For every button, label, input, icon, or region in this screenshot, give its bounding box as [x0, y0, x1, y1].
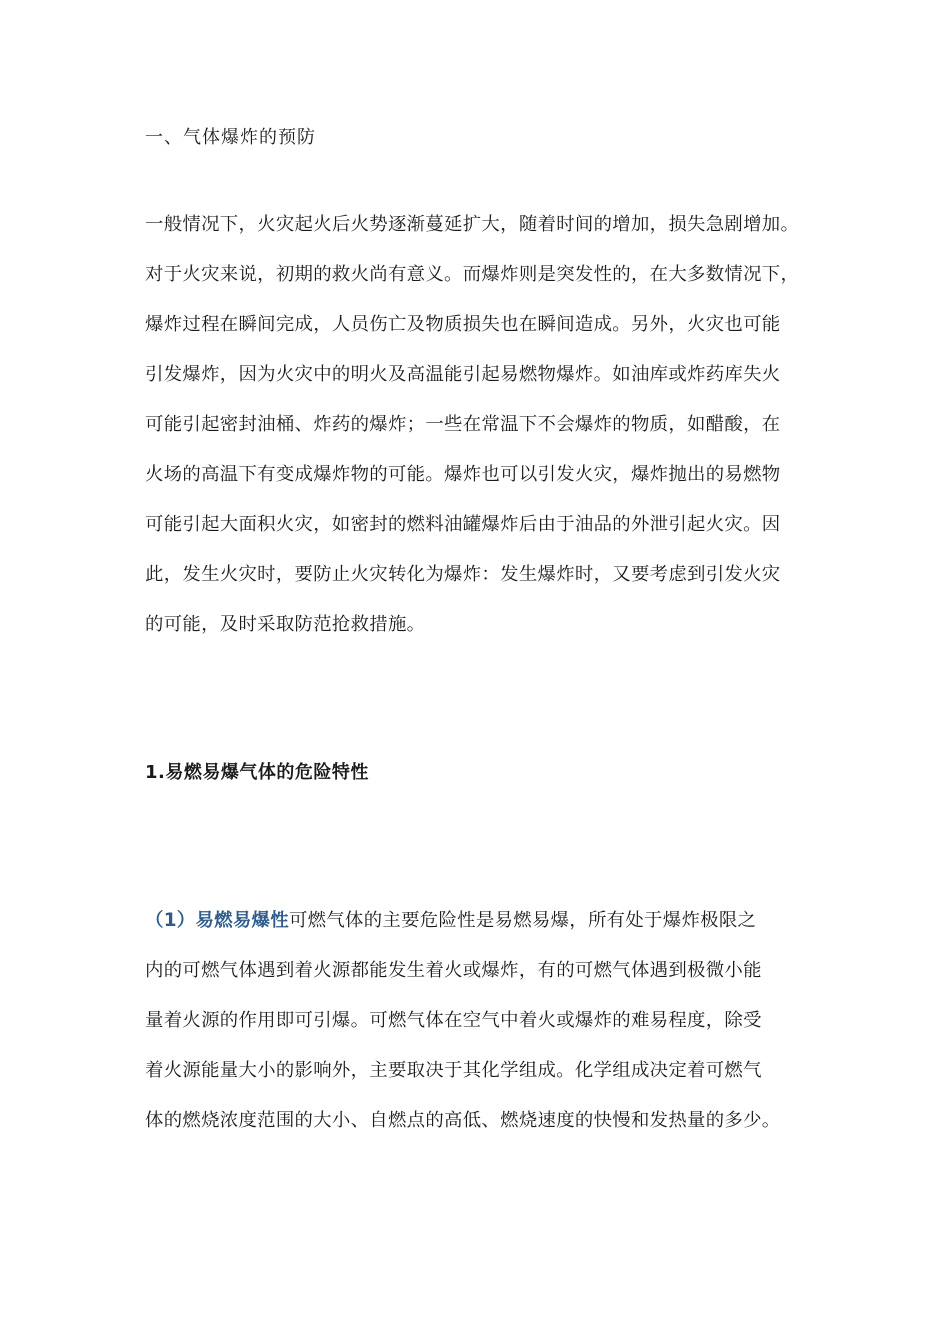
paragraph-line: 爆炸过程在瞬间完成，人员伤亡及物质损失也在瞬间造成。另外，火灾也可能: [145, 314, 781, 335]
paragraph-line: 可能引起密封油桶、炸药的爆炸；一些在常温下不会爆炸的物质，如醋酸，在: [145, 414, 781, 435]
paragraph-line-rest: 可燃气体的主要危险性是易燃易爆，所有处于爆炸极限之: [288, 910, 757, 931]
paragraph-line: 火场的高温下有变成爆炸物的可能。爆炸也可以引发火灾，爆炸抛出的易燃物: [145, 464, 781, 485]
paragraph-line: 可能引起大面积火灾，如密封的燃料油罐爆炸后由于油品的外泄引起火灾。因: [145, 514, 781, 535]
paragraph-line: 对于火灾来说，初期的救火尚有意义。而爆炸则是突发性的，在大多数情况下，: [145, 264, 800, 285]
paragraph-fire-explosion: [145, 200, 825, 650]
paragraph-line: 量着火源的作用即可引爆。可燃气体在空气中着火或爆炸的难易程度，除受: [145, 1010, 762, 1031]
highlight-term: （1）易燃易爆性: [145, 910, 289, 931]
section-heading: 一、气体爆炸的预防: [145, 127, 316, 148]
paragraph-line: 内的可燃气体遇到着火源都能发生着火或爆炸，有的可燃气体遇到极微小能: [145, 960, 762, 981]
paragraph-line-lead: [145, 896, 825, 946]
paragraph-line: 的可能，及时采取防范抢救措施。: [145, 614, 426, 635]
paragraph-flammability: [145, 896, 825, 1146]
paragraph-line: 一般情况下，火灾起火后火势逐渐蔓延扩大，随着时间的增加，损失急剧增加。: [145, 214, 800, 235]
paragraph-line: 此，发生火灾时，要防止火灾转化为爆炸：发生爆炸时，又要考虑到引发火灾: [145, 564, 781, 585]
subsection-heading: 1.易燃易爆气体的危险特性: [145, 762, 369, 783]
paragraph-line: 引发爆炸，因为火灾中的明火及高温能引起易燃物爆炸。如油库或炸药库失火: [145, 364, 781, 385]
paragraph-line: 体的燃烧浓度范围的大小、自燃点的高低、燃烧速度的快慢和发热量的多少。: [145, 1110, 781, 1131]
paragraph-line: 着火源能量大小的影响外，主要取决于其化学组成。化学组成决定着可燃气: [145, 1060, 762, 1081]
